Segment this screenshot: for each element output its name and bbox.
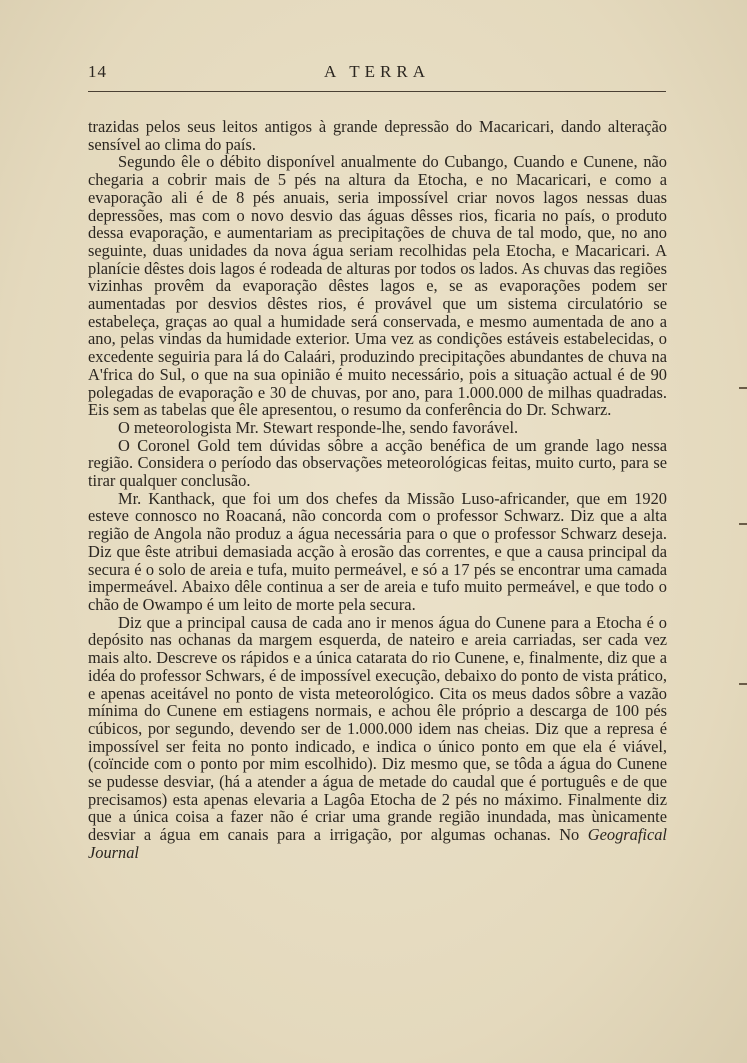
paragraph: O Coronel Gold tem dúvidas sôbre a acção benéfica de um grande lago nessa região. Considera o período das observações meteorológicas feitas, muito curto, para se tirar qualquer conclusão. <box>88 435 667 491</box>
body-text <box>88 118 667 862</box>
header-rule <box>88 91 666 92</box>
page-edge-mark <box>739 523 747 525</box>
page-edge-mark <box>739 387 747 389</box>
paragraph: Segundo êle o débito disponível anualmente do Cubango, Cuando e Cunene, não chegaria a cobrir mais de 5 pés na altura da Etocha, e no Macaricari, e como a evaporação ali é de 8 pés anuais, seria impossível criar novos lagos nessas duas depressões, mas com o novo desvio das águas dêsses rios, ficaria no país, o produto dessa evaporação, e aumentariam as precipitações de chuva de tal modo, que, no ano seguinte, duas unidades da nova água seriam recolhidas pela Etocha, e Macaricari. A planície dêstes dois lagos é rodeada de alturas por todos os lados. As chuvas das regiões vizinhas provêm da evaporação dêstes lagos e, se as evaporações podem ser aumentadas por desvios dêstes rios, é provável que um sistema circulatório se estabeleça, graças ao qual a humidade será conservada, e mesmo aumentada de ano a ano, pelas vindas da humidade exterior. Uma vez as condições estáveis estabelecidas, o excedente seguiria para lá do Calaári, produzindo precipitações abundantes de chuva na A'frica do Sul, o que na sua opinião é muito necessário, pois a situação actual é de 90 polegadas de evaporação e 30 de chuvas, por ano, para 1.000.000 de milhas quadradas. Eis sem as tabelas que êle apresentou, o resumo da conferência do Dr. Schwarz. <box>88 152 667 420</box>
journal-title: Geografical Journal <box>88 825 667 862</box>
paragraph: O meteorologista Mr. Stewart responde-lhe, sendo favorável. <box>118 417 519 437</box>
page-number: 14 <box>88 62 107 81</box>
page-edge-mark <box>739 683 747 685</box>
running-title: A TERRA <box>323 62 430 81</box>
paragraph: Mr. Kanthack, que foi um dos chefes da Missão Luso-africander, que em 1920 esteve connosco no Roacaná, não concorda com o professor Schwarz. Diz que a alta região de Angola não produz a água necessária para o que o professor Schwarz deseja. Diz que êste atribui demasiada acção à erosão das correntes, e que a causa principal da secura é o solo de areia e tufa, muito permeável, e só a 17 pés se encontrar uma camada impermeável. Abaixo dêle continua a ser de areia e tufo muito permeável, e que todo o chão de Owampo é um leito de morte pela secura. <box>88 488 667 614</box>
paragraph: trazidas pelos seus leitos antigos à grande depressão do Macaricari, dando alteração sensível ao clima do país. <box>88 117 667 154</box>
paragraph-text: Diz que a principal causa de cada ano ir menos água do Cunene para a Etocha é o depósito nas ochanas da margem esquerda, de nateiro e areia carriadas, ser cada vez mais alto. Descreve os rápidos e a única catarata do rio Cunene, e, finalmente, diz que a idéa do professor Schwars, é de impossível execução, debaixo do ponto de vista prático, e apenas aceitável no ponto de vista meteorológico. Cita os meus dados sôbre a vazão mínima do Cunene em estiagens normais, e achou êle próprio a descarga de 100 pés cúbicos, por segundo, devendo ser de 1.000.000 idem nas cheias. Diz que a represa é impossível ser feita no ponto indicado, e indica o único ponto em que ela é viável, (coïncide com o ponto por mim escolhido). Diz mesmo que, se tôda a água do Cunene se pudesse desviar, (há a atender a água de metade do caudal que é português e de que precisamos) esta apenas elevaria a Lagôa Etocha de 2 pés no máximo. Finalmente diz que a única coisa a fazer não é criar uma grande região inundada, mas ùnicamente desviar a água em canais para a irrigação, por algumas ochanas. No <box>88 612 667 845</box>
page-header <box>88 62 666 90</box>
paragraph-last <box>88 614 667 862</box>
